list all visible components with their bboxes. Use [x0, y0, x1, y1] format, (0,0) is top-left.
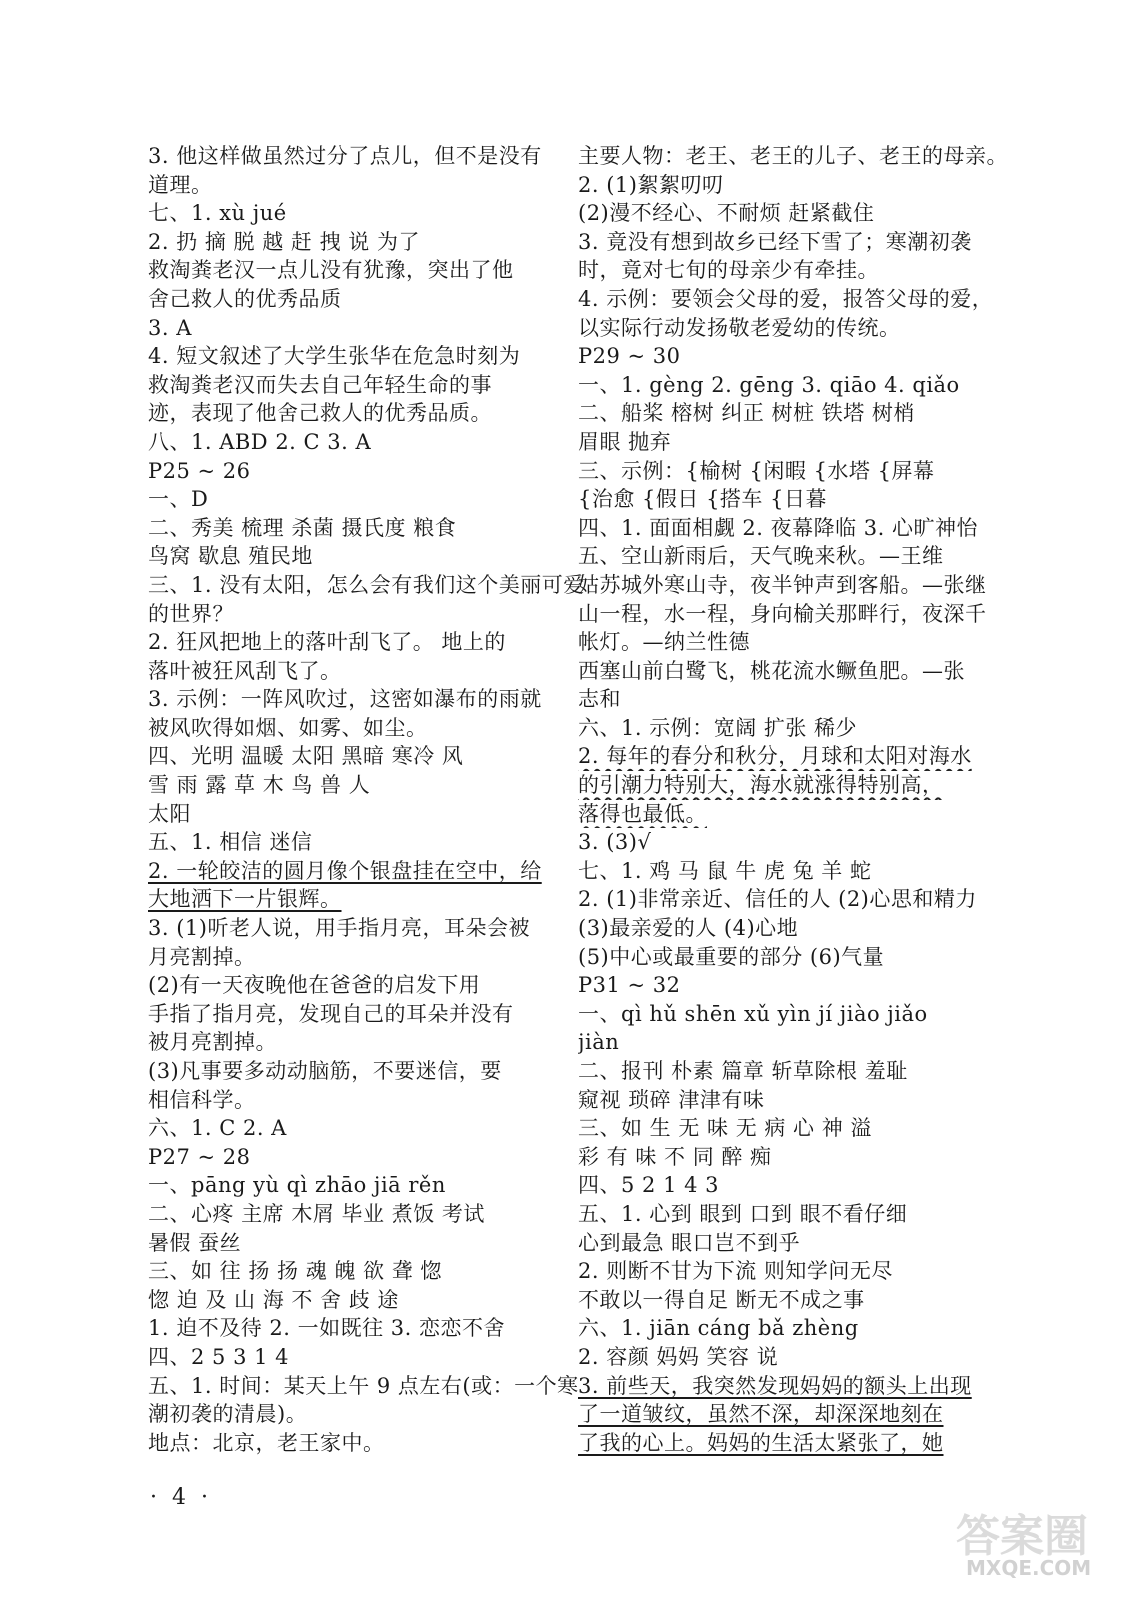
answer-line: (2)漫不经心、不耐烦 赶紧截住	[578, 201, 875, 226]
answer-line: 三、如 往 扬 扬 魂 魄 欲 聋 惚	[148, 1259, 442, 1284]
answer-line: 手指了指月亮，发现自己的耳朵并没有	[148, 1001, 514, 1026]
answer-line: 的世界？	[148, 601, 234, 626]
answer-line: 雪 雨 露 草 木 鸟 兽 人	[148, 773, 371, 798]
answer-line: 三、1. 没有太阳，怎么会有我们这个美丽可爱	[148, 572, 585, 597]
watermark-logo	[926, 1500, 1106, 1590]
answer-line: 眉眼 抛弃	[578, 429, 672, 454]
answer-line: 2. 扔 摘 脱 越 赶 拽 说 为了	[148, 229, 420, 254]
answer-line: 七、1. xù jué	[148, 201, 287, 226]
answer-line: 1. 迫不及待 2. 一如既往 3. 恋恋不舍	[148, 1316, 505, 1341]
left-column	[148, 142, 588, 1457]
answer-line: 2. (1)絮絮叨叨	[578, 172, 724, 197]
answer-line: (3)最亲爱的人 (4)心地	[578, 916, 799, 941]
answer-line: 七、1. 鸡 马 鼠 牛 虎 兔 羊 蛇	[578, 858, 872, 883]
answer-line: 六、1. C 2. A	[148, 1116, 287, 1141]
answer-line: 四、1. 面面相觑 2. 夜幕降临 3. 心旷神怡	[578, 515, 978, 540]
answer-line: 山一程，水一程，身向榆关那畔行，夜深千	[578, 601, 987, 626]
answer-line: 主要人物：老王、老王的儿子、老王的母亲。	[578, 144, 1008, 168]
answer-line: 志和	[578, 687, 621, 712]
answer-line: 六、1. 示例：宽阔 扩张 稀少	[578, 715, 858, 740]
answer-line: 二、心疼 主席 木屑 毕业 煮饭 考试	[148, 1201, 485, 1226]
answer-line: P31 ~ 32	[578, 973, 681, 998]
answer-line: 二、报刊 朴素 篇章 斩草除根 羞耻	[578, 1059, 908, 1083]
answer-line: 了我的心上。妈妈的生活太紧张了，她	[578, 1430, 944, 1455]
answer-line: 了一道皱纹，虽然不深，却深深地刻在	[578, 1402, 944, 1427]
answer-line: 的引潮力特别大，海水就涨得特别高，	[578, 773, 944, 798]
answer-line: 4. 示例：要领会父母的爱，报答父母的爱，	[578, 286, 994, 311]
answer-line: 救淘粪老汉而失去自己年轻生命的事	[148, 372, 492, 397]
answer-line: 一、D	[148, 487, 209, 512]
answer-line: 不敢以一得自足 断无不成之事	[578, 1287, 865, 1312]
answer-line: 3. 他这样做虽然过分了点儿，但不是没有	[148, 144, 542, 168]
answer-line: 大地洒下一片银辉。	[148, 887, 342, 912]
watermark-logo-text: 答案圈	[956, 1511, 1088, 1562]
answer-line: 救淘粪老汉一点儿没有犹豫，突出了他	[148, 258, 514, 283]
answer-line: 2. 狂风把地上的落叶刮飞了。 地上的	[148, 630, 506, 655]
answer-line: 被风吹得如烟、如雾、如尘。	[148, 715, 428, 740]
answer-line: 五、空山新雨后，天气晚来秋。—王维	[578, 544, 944, 569]
answer-line: 3. A	[148, 315, 192, 340]
answer-line: 2. 容颜 妈妈 笑容 说	[578, 1344, 779, 1369]
answer-line: 3. (1)听老人说，用手指月亮，耳朵会被	[148, 916, 530, 941]
answer-line: 四、2 5 3 1 4	[148, 1344, 290, 1369]
answer-line: 迹，表现了他舍己救人的优秀品质。	[148, 401, 492, 426]
answer-line: 太阳	[148, 801, 191, 826]
answer-line: 相信科学。	[148, 1087, 256, 1112]
answer-line: 道理。	[148, 172, 213, 197]
answer-line: 4. 短文叙述了大学生张华在危急时刻为	[148, 344, 521, 369]
answer-line: P25 ~ 26	[148, 458, 251, 483]
answer-line: 二、船桨 榕树 纠正 树桩 铁塔 树梢	[578, 401, 915, 426]
answer-line: (5)中心或最重要的部分 (6)气量	[578, 944, 885, 969]
answer-line: 2. (1)非常亲近、信任的人 (2)心思和精力	[578, 887, 977, 912]
answer-line: (2)有一天夜晚他在爸爸的启发下用	[148, 973, 481, 998]
answer-line: {治愈 {假日 {搭车 {日暮	[578, 487, 827, 512]
answer-line: 五、1. 相信 迷信	[148, 830, 313, 855]
page-number: · 4 ·	[150, 1485, 212, 1510]
answer-line: 潮初袭的清晨)。	[148, 1402, 308, 1427]
answer-line: 以实际行动发扬敬老爱幼的传统。	[578, 315, 901, 340]
watermark-url: MXQE.COM	[966, 1556, 1092, 1580]
answer-line: (3)凡事要多动动脑筋，不要迷信，要	[148, 1059, 502, 1083]
answer-line: 鸟窝 歇息 殖民地	[148, 544, 313, 569]
answer-line: 一、pāng yù qì zhāo jiā rěn	[148, 1173, 446, 1198]
answer-line: 2. 每年的春分和秋分，月球和太阳对海水	[578, 744, 972, 769]
answer-line: 落叶被狂风刮飞了。	[148, 658, 342, 683]
answer-line: 三、示例：{榆树 {闲暇 {水塔 {屏幕	[578, 458, 935, 483]
answer-line: 四、5 2 1 4 3	[578, 1173, 720, 1198]
answer-line: P29 ~ 30	[578, 344, 681, 369]
answer-line: 时，竟对七旬的母亲少有牵挂。	[578, 258, 879, 283]
answer-line: P27 ~ 28	[148, 1144, 251, 1169]
answer-line: 惚 迫 及 山 海 不 舍 歧 途	[148, 1287, 399, 1312]
answer-line: 窥视 琐碎 津津有味	[578, 1087, 765, 1112]
answer-line: 2. 则断不甘为下流 则知学问无尽	[578, 1259, 893, 1284]
answer-line: 六、1. jiān cáng bǎ zhèng	[578, 1316, 859, 1341]
answer-line: 心到最急 眼口岂不到乎	[578, 1230, 801, 1255]
answer-line: 五、1. 时间：某天上午 9 点左右(或：一个寒	[148, 1373, 579, 1398]
answer-line: 月亮割掉。	[148, 944, 256, 969]
answer-line: 地点：北京，老王家中。	[148, 1430, 385, 1455]
answer-line: 3. 前些天，我突然发现妈妈的额头上出现	[578, 1373, 972, 1398]
answer-line: 3. 示例：一阵风吹过，这密如瀑布的雨就	[148, 687, 542, 712]
answer-line: 四、光明 温暖 太阳 黑暗 寒冷 风	[148, 744, 464, 769]
answer-line: 西塞山前白鹭飞，桃花流水鳜鱼肥。—张	[578, 658, 965, 683]
answer-line: 一、1. gèng 2. gēng 3. qiāo 4. qiǎo	[578, 372, 960, 397]
answer-line: 2. 一轮皎洁的圆月像个银盘挂在空中，给	[148, 858, 542, 883]
answer-line: 帐灯。—纳兰性德	[578, 630, 750, 655]
answer-line: 被月亮割掉。	[148, 1030, 277, 1055]
answer-line: jiàn	[578, 1030, 620, 1055]
answer-line: 三、如 生 无 味 无 病 心 神 溢	[578, 1116, 872, 1141]
answer-line: 彩 有 味 不 同 醉 痴	[578, 1144, 772, 1169]
right-column	[578, 142, 1018, 1457]
answer-line: 姑苏城外寒山寺，夜半钟声到客船。—张继	[578, 572, 987, 597]
answer-line: 二、秀美 梳理 杀菌 摄氏度 粮食	[148, 515, 457, 540]
answer-line: 八、1. ABD 2. C 3. A	[148, 429, 372, 454]
answer-line: 3. 竟没有想到故乡已经下雪了；寒潮初袭	[578, 229, 972, 254]
answer-line: 舍己救人的优秀品质	[148, 286, 342, 311]
answer-line: 落得也最低。	[578, 801, 707, 826]
answer-line: 一、qì hǔ shēn xǔ yìn jí jiào jiǎo	[578, 1001, 928, 1026]
answer-line: 暑假 蚕丝	[148, 1230, 242, 1255]
answer-line: 3. (3)√	[578, 830, 652, 855]
answer-line: 五、1. 心到 眼到 口到 眼不看仔细	[578, 1201, 908, 1226]
